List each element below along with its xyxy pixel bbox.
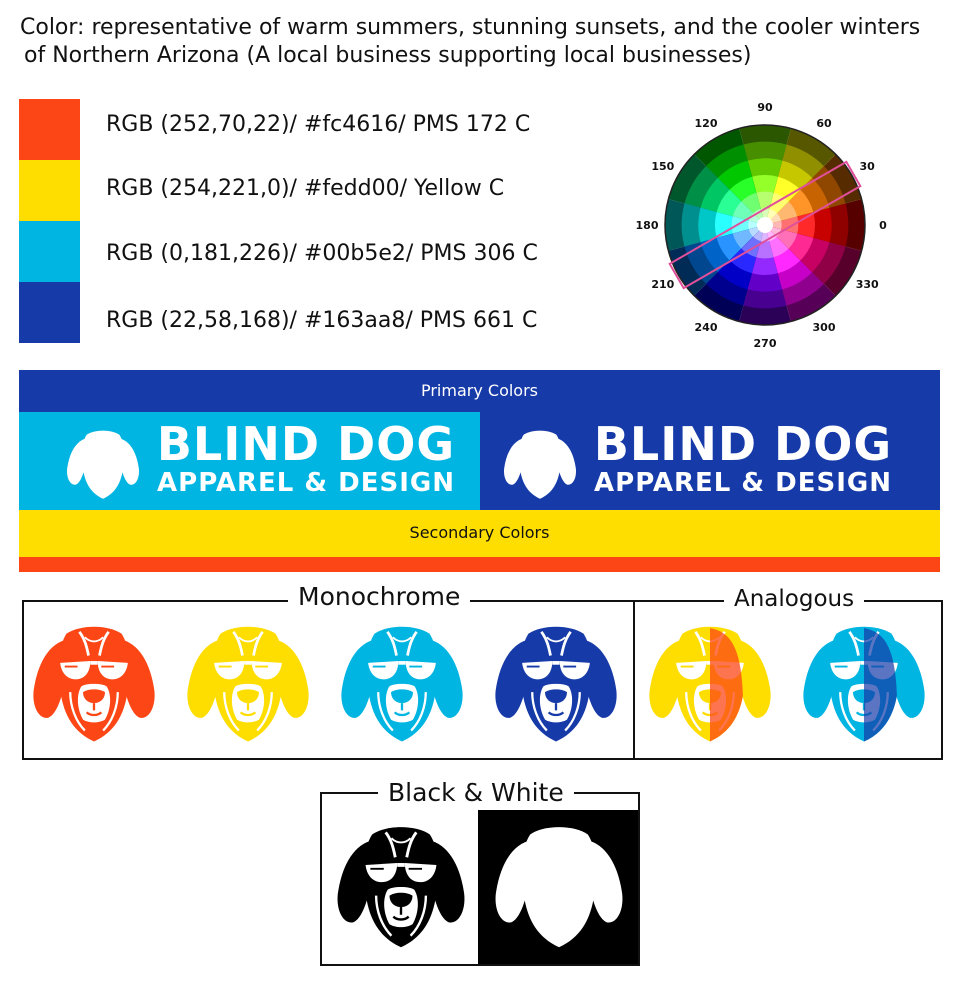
dog-logo-icon <box>502 424 578 504</box>
wheel-degree-label: 330 <box>855 278 879 291</box>
wheel-degree-label: 60 <box>816 116 832 130</box>
wheel-degree-label: 0 <box>879 219 887 232</box>
swatch-label-cyan: RGB (0,181,226)/ #00b5e2/ PMS 306 C <box>106 241 538 266</box>
monochrome-title: Monochrome <box>288 582 470 611</box>
dog-icon-orange <box>30 618 158 748</box>
dog-icon-black <box>334 818 468 954</box>
wheel-degree-label: 150 <box>651 160 675 173</box>
wheel-degree-label: 30 <box>859 160 875 173</box>
color-wheel <box>635 88 910 358</box>
dog-icon-yellow <box>184 618 312 748</box>
wheel-degree-label: 90 <box>757 101 773 114</box>
secondary-colors-label: Secondary Colors <box>409 523 550 542</box>
orange-stripe <box>19 557 940 572</box>
primary-colors-band <box>19 370 940 412</box>
logo-name: BLIND DOG <box>593 417 893 471</box>
swatch-label-blue: RGB (22,58,168)/ #163aa8/ PMS 661 C <box>106 308 538 333</box>
swatch-label-orange: RGB (252,70,22)/ #fc4616/ PMS 172 C <box>106 112 531 137</box>
logo-tagline: APPAREL & DESIGN <box>157 468 455 498</box>
swatch-label-yellow: RGB (254,221,0)/ #fedd00/ Yellow C <box>106 176 505 201</box>
swatch-blue <box>19 282 80 343</box>
wheel-degree-label: 210 <box>651 278 675 291</box>
wheel-degree-label: 300 <box>812 321 836 335</box>
dog-icon-blue <box>492 618 620 748</box>
wheel-degree-label: 270 <box>753 337 777 350</box>
swatch-cyan <box>19 221 80 282</box>
dog-icon-cool-analogous <box>800 618 928 748</box>
swatch-yellow <box>19 160 80 221</box>
swatch-orange <box>19 99 80 160</box>
dog-icon-white <box>492 818 626 954</box>
logo-panel-cyan <box>19 412 480 510</box>
primary-colors-label: Primary Colors <box>420 381 539 400</box>
wheel-degree-label: 180 <box>635 219 659 232</box>
secondary-colors-band <box>19 510 940 557</box>
logo-name: BLIND DOG <box>156 417 456 471</box>
wheel-degree-label: 120 <box>694 116 718 130</box>
analogous-title: Analogous <box>724 586 864 612</box>
wheel-degree-label: 240 <box>694 321 718 335</box>
dog-icon-cyan <box>338 618 466 748</box>
page-title <box>20 14 950 70</box>
logo-panel-blue <box>480 412 940 510</box>
title-line-2: of Northern Arizona (A local business supporting local businesses) <box>24 43 752 68</box>
title-line-1: Color: representative of warm summers, stunning sunsets, and the cooler winters <box>20 15 921 40</box>
logo-tagline: APPAREL & DESIGN <box>594 468 892 498</box>
wheel-center <box>757 217 773 233</box>
wheel-sectors <box>665 125 865 325</box>
black-white-title: Black & White <box>378 778 574 807</box>
dog-icon-warm-analogous <box>646 618 774 748</box>
dog-logo-icon <box>65 424 141 504</box>
